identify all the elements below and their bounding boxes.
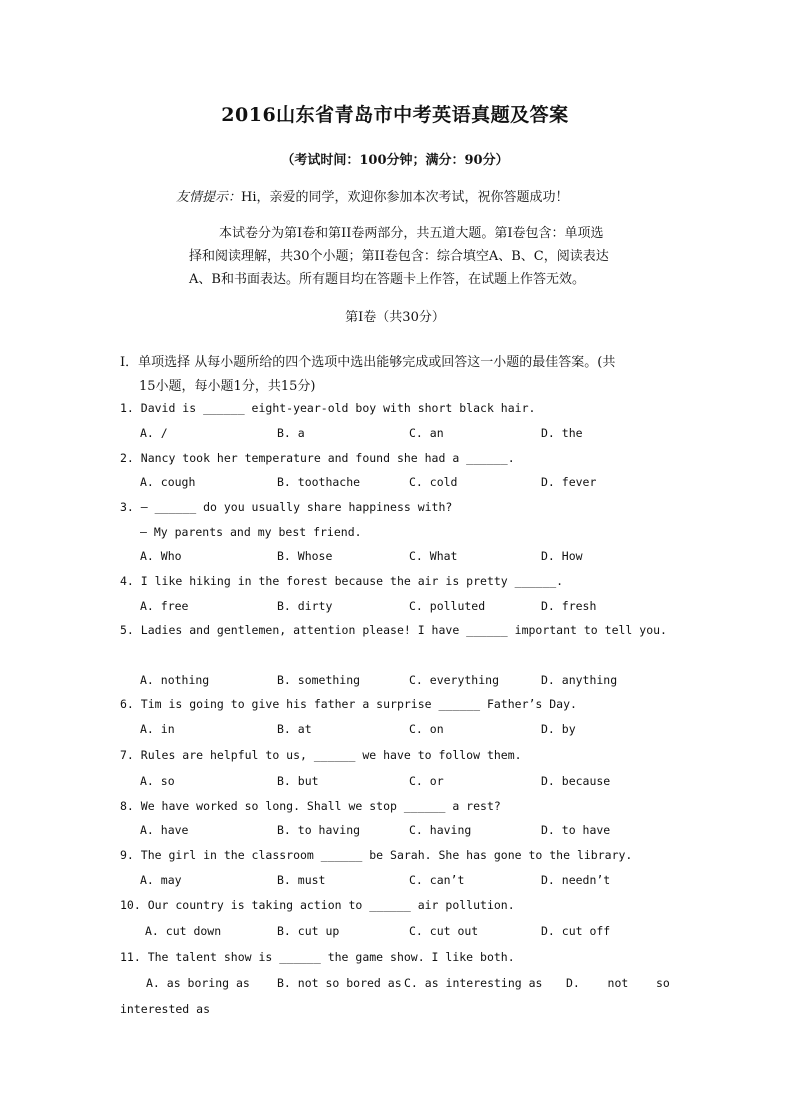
section-title: 第I卷（共30分） xyxy=(345,310,445,325)
option-a: A. / xyxy=(140,426,168,440)
intro-line-3: A、B和书面表达。所有题目均在答题卡上作答，在试题上作答无效。 xyxy=(189,272,585,287)
option-d-continuation: interested as xyxy=(120,1002,211,1016)
option-d: D. by xyxy=(541,722,576,736)
question-stem: 5. Ladies and gentlemen, attention please! I have ______ important to tell you. xyxy=(120,623,667,637)
tips-text: Hi，亲爱的同学，欢迎你参加本次考试，祝你答题成功！ xyxy=(241,190,569,205)
question-stem: 4. I like hiking in the forest because the air is pretty ______. xyxy=(120,574,564,588)
option-a: A. nothing xyxy=(140,673,210,687)
option-d: D. the xyxy=(541,426,583,440)
option-d: D. fever xyxy=(541,475,597,489)
page-title: 2016山东省青岛市中考英语真题及答案 xyxy=(221,104,569,126)
option-c: C. on xyxy=(409,722,444,736)
question-stem: 1. David is ______ eight-year-old boy with short black hair. xyxy=(120,401,536,415)
option-d: D. anything xyxy=(541,673,618,687)
option-b: B. to having xyxy=(277,823,361,837)
option-d: D. needn’t xyxy=(541,873,611,887)
option-b: B. must xyxy=(277,873,326,887)
option-c: C. polluted xyxy=(409,599,486,613)
option-c: C. cut out xyxy=(409,924,479,938)
option-b: B. but xyxy=(277,774,319,788)
exam-info: （考试时间：100分钟；满分：90分） xyxy=(281,153,509,168)
tips-label: 友情提示： xyxy=(176,190,242,205)
option-a: A. in xyxy=(140,722,175,736)
friendly-tips xyxy=(176,186,569,205)
intro-line-2: 择和阅读理解，共30个小题；第II卷包含：综合填空A、B、C，阅读表达 xyxy=(189,249,609,264)
option-c: C. an xyxy=(409,426,444,440)
option-a: A. so xyxy=(140,774,175,788)
option-a: A. may xyxy=(140,873,182,887)
option-b: B. cut up xyxy=(277,924,340,938)
option-b: B. dirty xyxy=(277,599,333,613)
question-stem-reply: — My parents and my best friend. xyxy=(140,525,362,539)
option-a: A. cut down xyxy=(145,924,222,938)
option-a: A. have xyxy=(140,823,189,837)
option-b: B. not so bored as xyxy=(277,976,402,990)
intro-line-1: 本试卷分为第I卷和第II卷两部分，共五道大题。第I卷包含：单项选 xyxy=(219,226,604,241)
option-d: D. How xyxy=(541,549,583,563)
question-stem: 7. Rules are helpful to us, ______ we have to follow them. xyxy=(120,748,522,762)
option-c: C. having xyxy=(409,823,472,837)
option-d: D. to have xyxy=(541,823,611,837)
option-b: B. Whose xyxy=(277,549,333,563)
question-stem: 2. Nancy took her temperature and found she had a ______. xyxy=(120,451,515,465)
option-a: A. Who xyxy=(140,549,182,563)
option-d: D. because xyxy=(541,774,611,788)
option-a: A. cough xyxy=(140,475,196,489)
option-c: C. cold xyxy=(409,475,458,489)
option-b: B. a xyxy=(277,426,305,440)
option-c: C. can’t xyxy=(409,873,465,887)
question-stem: 8. We have worked so long. Shall we stop ______ a rest? xyxy=(120,799,501,813)
question-stem: 3. — ______ do you usually share happiness with? xyxy=(120,500,453,514)
option-c: C. as interesting as xyxy=(404,976,543,990)
option-b: B. at xyxy=(277,722,312,736)
question-stem: 11. The talent show is ______ the game show. I like both. xyxy=(120,950,515,964)
option-c: C. or xyxy=(409,774,444,788)
option-a: A. as boring as xyxy=(146,976,250,990)
part1-heading-line-1: I．单项选择 从每小题所给的四个选项中选出能够完成或回答这一小题的最佳答案。(共 xyxy=(120,355,616,370)
question-stem: 6. Tim is going to give his father a surprise ______ Father’s Day. xyxy=(120,697,577,711)
option-b: B. something xyxy=(277,673,361,687)
option-d: D. not so xyxy=(566,976,670,990)
part1-heading-line-2: 15小题，每小题1分，共15分) xyxy=(139,379,316,394)
question-stem: 10. Our country is taking action to ______ air pollution. xyxy=(120,898,515,912)
question-stem: 9. The girl in the classroom ______ be Sarah. She has gone to the library. xyxy=(120,848,633,862)
option-c: C. everything xyxy=(409,673,500,687)
option-b: B. toothache xyxy=(277,475,361,489)
option-c: C. What xyxy=(409,549,458,563)
option-d: D. fresh xyxy=(541,599,597,613)
option-d: D. cut off xyxy=(541,924,611,938)
option-a: A. free xyxy=(140,599,189,613)
